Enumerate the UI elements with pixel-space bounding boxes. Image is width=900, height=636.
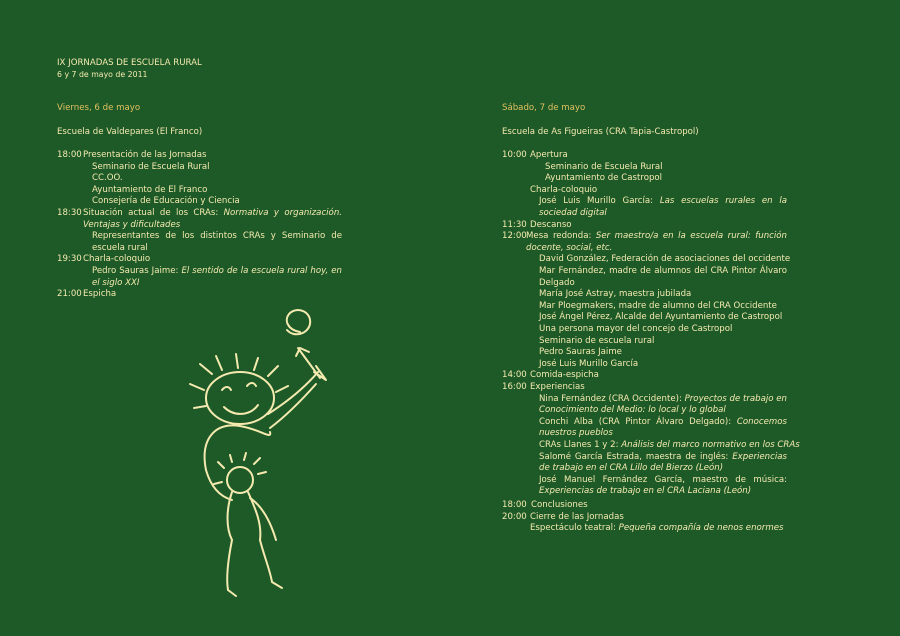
schedule-item: José Luis Murillo García: Las escuelas rurales en la sociedad digital (539, 196, 787, 218)
schedule-item: Pedro Sauras Jaime: El sentido de la escuela rural hoy, en el siglo XXI (92, 266, 342, 288)
schedule-time: 21:00 (57, 289, 82, 300)
schedule-item: David González, Federación de asociaciones del occidente (539, 254, 791, 265)
schedule-item: Seminario de Escuela Rural (545, 161, 663, 172)
schedule-item: Espicha (83, 289, 117, 300)
schedule-item: José Manuel Fernández García, maestro de música: Experiencias de trabajo en el CRA Laciana (León) (539, 474, 787, 497)
schedule-item: Espectáculo teatral: Pequeña compañía de nenos enormes (530, 523, 784, 534)
schedule-item: Comida-espicha (530, 370, 599, 381)
schedule-item: Presentación de las Jornadas (83, 150, 207, 160)
schedule-item: Representantes de los distintos CRAs y Seminario de escuela rural (92, 231, 342, 253)
schedule-item: Ayuntamiento de El Franco (92, 184, 208, 195)
schedule-time: 10:00 (502, 150, 527, 160)
schedule-item: José Luis Murillo García (539, 358, 639, 369)
schedule-item: Conclusiones (531, 500, 588, 510)
schedule-item: Salomé García Estrada, maestra de inglés: Experiencias de trabajo en el CRA Lillo del Bierzo (León) (539, 451, 787, 474)
schedule-time: 18:30 (57, 208, 82, 218)
saturday-venue: Escuela de As Figueiras (CRA Tapia-Castropol) (502, 127, 699, 137)
schedule-item: Charla-coloquio (83, 254, 151, 265)
schedule-item: CRAs Llanes 1 y 2: Análisis del marco normativo en los CRAs (539, 440, 800, 450)
schedule-item: José Ángel Pérez, Alcalde del Ayuntamiento de Castropol (539, 312, 783, 323)
schedule-item: CC.OO. (92, 173, 123, 184)
schedule-item: Pedro Sauras Jaime (539, 347, 622, 358)
schedule-item: Una persona mayor del concejo de Castropol (539, 324, 733, 334)
schedule-time: 18:00 (57, 150, 82, 160)
schedule-item: Seminario de escuela rural (539, 335, 655, 346)
schedule-time: 11:30 (502, 219, 527, 230)
schedule-time: 20:00 (502, 511, 527, 522)
event-title: IX JORNADAS DE ESCUELA RURAL (57, 58, 202, 68)
schedule-time: 19:30 (57, 254, 82, 265)
schedule-item: Nina Fernández (CRA Occidente): Proyectos de trabajo en Conocimiento del Medio: lo local y lo global (539, 393, 787, 416)
schedule-item: Conchi Alba (CRA Pintor Álvaro Delgado): Conocemos nuestros pueblos (539, 416, 787, 439)
schedule-time: 14:00 (502, 370, 527, 381)
schedule-item: Mar Fernández, madre de alumnos del CRA Pintor Álvaro Delgado (539, 266, 787, 288)
schedule-item: Mar Ploegmakers, madre de alumno del CRA Occidente (539, 300, 777, 311)
schedule-item: Cierre de las Jornadas (530, 511, 624, 522)
schedule-item: Mesa redonda: Ser maestro/a en la escuela rural: función docente, social, etc. (526, 231, 787, 253)
schedule-item: Seminario de Escuela Rural (92, 161, 210, 172)
schedule-item: Descanso (530, 219, 572, 230)
schedule-item: Charla-coloquio (530, 184, 598, 195)
schedule-item: Ayuntamiento de Castropol (545, 173, 663, 184)
friday-day-heading: Viernes, 6 de mayo (57, 103, 141, 113)
event-dates: 6 y 7 de mayo de 2011 (57, 70, 148, 79)
schedule-time: 18:00 (502, 500, 527, 510)
schedule-item: Consejería de Educación y Ciencia (92, 196, 240, 207)
schedule-time: 16:00 (502, 382, 527, 392)
schedule-item: Situación actual de los CRAs: Normativa y organización. Ventajas y dificultades (83, 208, 342, 230)
schedule-item: Apertura (530, 150, 568, 160)
friday-venue: Escuela de Valdepares (El Franco) (57, 127, 203, 137)
schedule-item: Experiencias (530, 382, 585, 392)
saturday-day-heading: Sábado, 7 de mayo (502, 103, 586, 113)
schedule-time: 12:00 (502, 231, 527, 242)
schedule-item: María José Astray, maestra jubilada (539, 289, 692, 300)
